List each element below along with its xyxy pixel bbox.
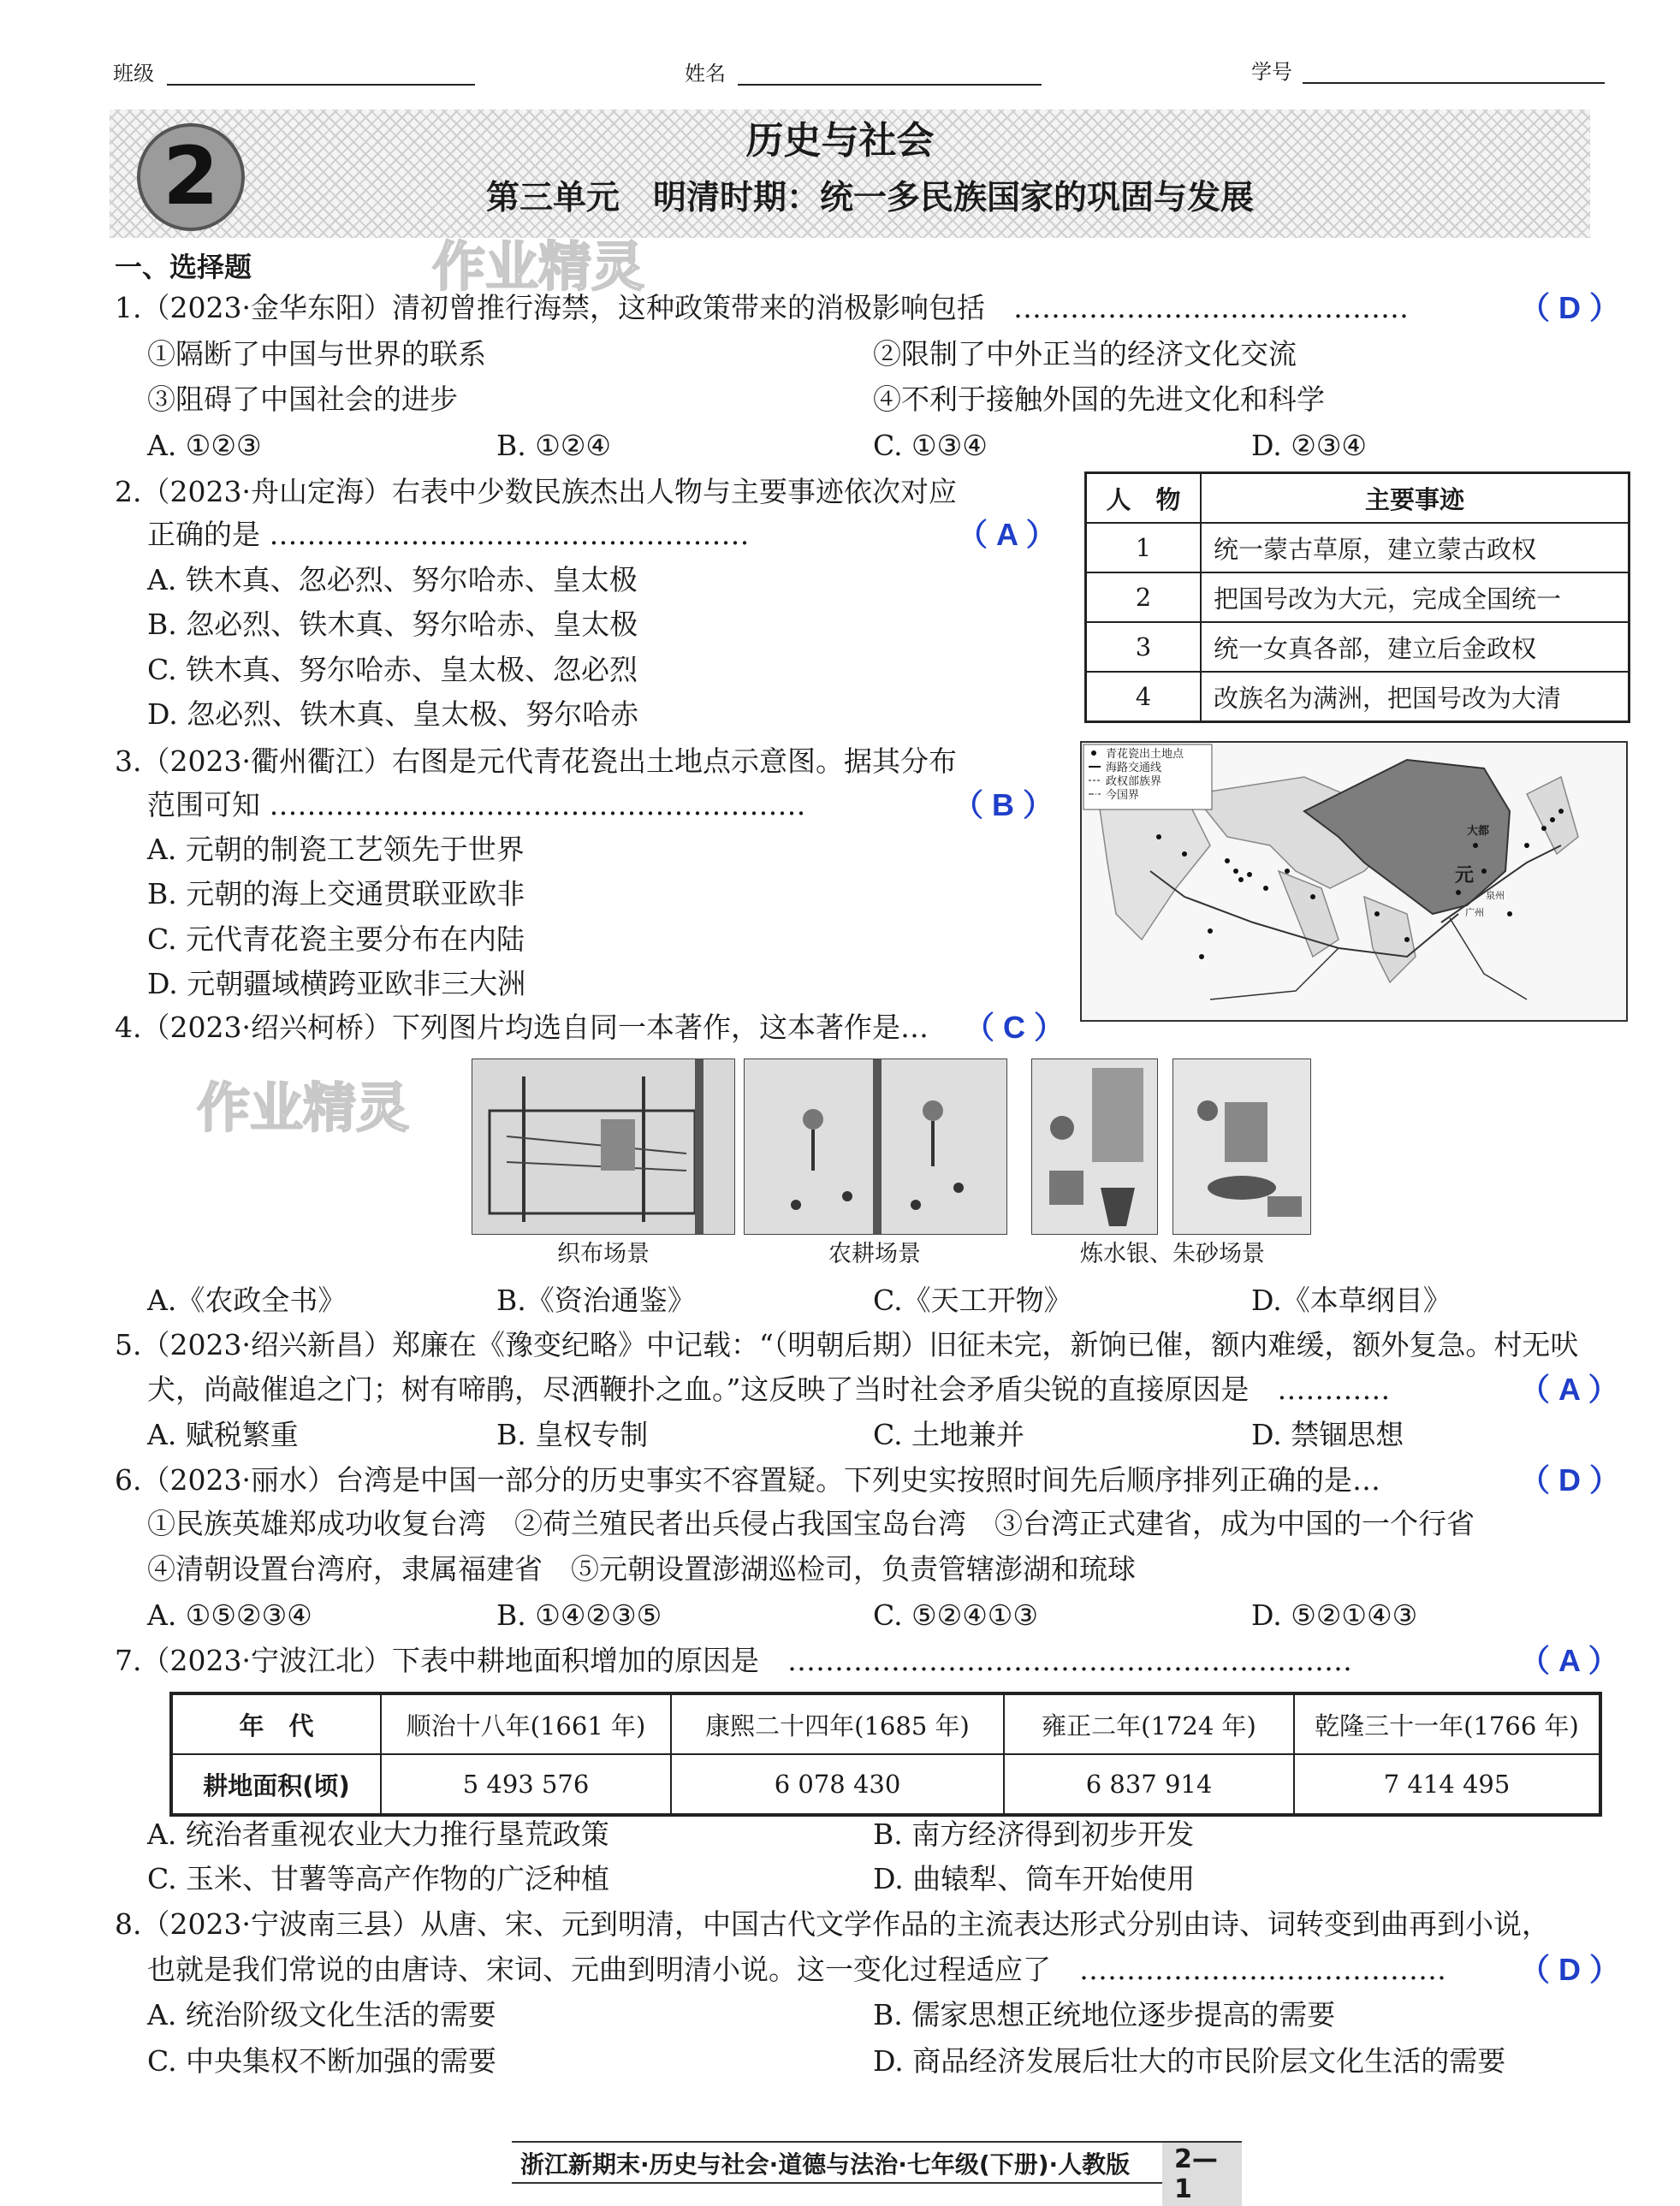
q6-option-a[interactable]: A. ①⑤②③④ (147, 1598, 312, 1632)
table-header: 康熙二十四年(1685 年) (671, 1693, 1004, 1754)
unit-badge-number: 2 (163, 130, 219, 223)
farming-drawing (745, 1059, 1006, 1234)
table-row (1086, 473, 1630, 524)
q1-statement: ②限制了中外正当的经济文化交流 (873, 337, 1297, 371)
weaving-drawing (472, 1059, 734, 1234)
map-graphic (1082, 743, 1626, 1020)
q6-option-b[interactable]: B. ①④②③⑤ (496, 1598, 662, 1632)
map-legend-national-border: 今国界 (1106, 789, 1140, 802)
q3-answer: （ B ） (953, 787, 1054, 822)
mercury-refining-illustration (1031, 1059, 1158, 1235)
q2-table (1084, 471, 1630, 723)
q3-option-a[interactable]: A. 元朝的制瓷工艺领先于世界 (147, 833, 525, 866)
q5-option-c[interactable]: C. 土地兼并 (873, 1418, 1025, 1451)
table-cell: 2 (1086, 572, 1202, 622)
q4-answer: （ C ） (964, 1010, 1066, 1045)
table-cell: 改族名为满洲，把国号改为大清 (1201, 672, 1630, 722)
table-cell: 统一蒙古草原，建立蒙古政权 (1201, 523, 1630, 572)
q2-stem: 2.（2023·舟山定海）右表中少数民族杰出人物与主要事迹依次对应 (115, 475, 957, 508)
q8-option-d[interactable]: D. 商品经济发展后壮大的市民阶层文化生活的需要 (873, 2044, 1506, 2078)
map-legend-border: 政权部族界 (1106, 775, 1162, 788)
q1-statement: ①隔断了中国与世界的联系 (147, 337, 486, 371)
q7-option-b[interactable]: B. 南方经济得到初步开发 (873, 1818, 1195, 1851)
page-title: 历史与社会 (745, 119, 935, 163)
table-cell: 1 (1086, 523, 1202, 572)
q2-option-a[interactable]: A. 铁木真、忽必烈、努尔哈赤、皇太极 (147, 563, 638, 596)
caption-farming: 农耕场景 (828, 1241, 921, 1267)
q7-stem: 7.（2023·宁波江北）下表中耕地面积增加的原因是 …………………………………………………… (115, 1644, 1352, 1677)
q7-answer: （ A ） (1519, 1643, 1619, 1678)
q8-option-a[interactable]: A. 统治阶级文化生活的需要 (147, 1998, 496, 2031)
q4-stem: 4.（2023·绍兴柯桥）下列图片均选自同一本著作，这本著作是… (115, 1011, 929, 1044)
q1-option-c[interactable]: C. ①③④ (873, 429, 988, 462)
q6-answer: （ D ） (1519, 1462, 1621, 1497)
q1-stem: 1.（2023·金华东阳）清初曾推行海禁，这种政策带来的消极影响包括 …………………………………… (115, 291, 1409, 324)
farming-illustration (744, 1059, 1007, 1235)
class-blank[interactable] (167, 84, 475, 86)
table-cell: 5 493 576 (381, 1754, 671, 1815)
q4-option-b[interactable]: B.《资治通鉴》 (496, 1284, 696, 1317)
table-row (1086, 622, 1630, 672)
q5-answer: （ A ） (1519, 1372, 1619, 1407)
watermark: 作业精灵 (432, 235, 645, 298)
q4-option-a[interactable]: A.《农政全书》 (147, 1284, 347, 1317)
name-blank[interactable] (738, 84, 1042, 86)
q1-answer: （ D ） (1519, 290, 1621, 325)
table-header: 雍正二年(1724 年) (1004, 1693, 1294, 1754)
q7-table (169, 1692, 1602, 1817)
map-label-dadu: 大都 (1467, 825, 1490, 838)
q1-option-d[interactable]: D. ②③④ (1251, 429, 1368, 462)
table-header: 乾隆三十一年(1766 年) (1294, 1693, 1600, 1754)
caption-weaving: 织布场景 (557, 1241, 650, 1267)
q1-statement: ③阻碍了中国社会的进步 (147, 382, 458, 416)
map-legend-sea-route: 海路交通线 (1106, 762, 1162, 774)
section-heading: 一、选择题 (115, 251, 252, 283)
q6-option-d[interactable]: D. ⑤②①④③ (1251, 1598, 1418, 1632)
map-label-quanzhou: 泉州 (1486, 890, 1505, 901)
q3-option-d[interactable]: D. 元朝疆域横跨亚欧非三大洲 (147, 967, 526, 1000)
q5-option-b[interactable]: B. 皇权专制 (496, 1418, 649, 1451)
table-cell: 6 837 914 (1004, 1754, 1294, 1815)
q4-option-c[interactable]: C.《天工开物》 (873, 1284, 1072, 1317)
id-label: 学号 (1251, 60, 1292, 84)
weaving-illustration (472, 1059, 735, 1235)
map-legend-site: 青花瓷出土地点 (1106, 748, 1184, 761)
q6-statements-1: ①民族英雄郑成功收复台湾 ②荷兰殖民者出兵侵占我国宝岛台湾 ③台湾正式建省，成为中国的一个行省 (147, 1507, 1475, 1540)
footer-text: 浙江新期末·历史与社会·道德与法治·七年级(下册)·人教版 (520, 2150, 1131, 2179)
q8-stem-cont: 也就是我们常说的由唐诗、宋词、元曲到明清小说。这一变化过程适应了 ………………………………… (147, 1953, 1446, 1986)
q2-option-d[interactable]: D. 忽必烈、铁木真、皇太极、努尔哈赤 (147, 697, 639, 731)
q8-option-b[interactable]: B. 儒家思想正统地位逐步提高的需要 (873, 1998, 1336, 2031)
q7-option-c[interactable]: C. 玉米、甘薯等高产作物的广泛种植 (147, 1862, 610, 1895)
q4-option-d[interactable]: D.《本草纲目》 (1251, 1284, 1451, 1317)
page-number: 2—1 (1162, 2143, 1242, 2206)
q6-stem: 6.（2023·丽水）台湾是中国一部分的历史事实不容置疑。下列史实按照时间先后顺序排列正确的是… (115, 1463, 1380, 1497)
q6-statements-2: ④清朝设置台湾府，隶属福建省 ⑤元朝设置澎湖巡检司，负责管辖澎湖和琉球 (147, 1552, 1136, 1586)
q8-stem: 8.（2023·宁波南三县）从唐、宋、元到明清，中国古代文学作品的主流表达形式分别由诗、词转变到曲再到小说， (115, 1907, 1550, 1941)
q5-option-a[interactable]: A. 赋税繁重 (147, 1418, 299, 1451)
cinnabar-illustration (1172, 1059, 1311, 1235)
table-cell: 把国号改为大元，完成全国统一 (1201, 572, 1630, 622)
q2-stem-cont: 正确的是 …………………………………………… (147, 518, 750, 551)
id-blank[interactable] (1303, 82, 1605, 84)
table-row (1086, 672, 1630, 722)
q2-option-c[interactable]: C. 铁木真、努尔哈赤、皇太极、忽必烈 (147, 653, 638, 686)
q2-option-b[interactable]: B. 忽必烈、铁木真、努尔哈赤、皇太极 (147, 608, 638, 641)
q2-answer: （ A ） (957, 517, 1057, 552)
table-header: 主要事迹 (1201, 473, 1630, 524)
table-cell: 7 414 495 (1294, 1754, 1600, 1815)
q3-option-c[interactable]: C. 元代青花瓷主要分布在内陆 (147, 922, 525, 956)
table-row (1086, 572, 1630, 622)
q3-stem-cont: 范围可知 ………………………………………………… (147, 788, 806, 821)
cinnabar-drawing (1173, 1059, 1310, 1234)
table-cell: 3 (1086, 622, 1202, 672)
map-label-guangzhou: 广州 (1465, 907, 1484, 918)
q1-option-b[interactable]: B. ①②④ (496, 429, 611, 462)
table-cell: 4 (1086, 672, 1202, 722)
q8-option-c[interactable]: C. 中央集权不断加强的需要 (147, 2044, 497, 2078)
q3-option-b[interactable]: B. 元朝的海上交通贯联亚欧非 (147, 877, 525, 910)
table-cell: 6 078 430 (671, 1754, 1004, 1815)
q3-stem: 3.（2023·衢州衢江）右图是元代青花瓷出土地点示意图。据其分布 (115, 744, 957, 778)
q5-option-d[interactable]: D. 禁锢思想 (1251, 1418, 1404, 1451)
q7-option-d[interactable]: D. 曲辕犁、筒车开始使用 (873, 1862, 1196, 1895)
table-row (171, 1754, 1600, 1815)
table-row (1086, 523, 1630, 572)
caption-refining: 炼水银、朱砂场景 (1080, 1241, 1265, 1267)
table-header: 顺治十八年(1661 年) (381, 1693, 671, 1754)
table-row (171, 1693, 1600, 1754)
yuan-porcelain-map (1080, 741, 1628, 1022)
table-header: 耕地面积(顷) (171, 1754, 381, 1815)
table-header: 年 代 (171, 1693, 381, 1754)
q8-answer: （ D ） (1519, 1952, 1621, 1987)
q1-statement: ④不利于接触外国的先进文化和科学 (873, 382, 1325, 416)
footer (512, 2141, 1242, 2204)
q5-stem-cont: 犬，尚敲催追之门；树有啼鹃，尽洒鞭扑之血。”这反映了当时社会矛盾尖锐的直接原因是 ………… (147, 1373, 1391, 1406)
table-header: 人 物 (1086, 473, 1202, 524)
q5-stem: 5.（2023·绍兴新昌）郑廉在《豫变纪略》中记载：“（明朝后期）旧征未完，新饷已催，额内难缓，额外复急。村无吠 (115, 1328, 1579, 1361)
map-label-yuan: 元 (1455, 864, 1475, 887)
watermark: 作业精灵 (197, 1076, 410, 1139)
name-label: 姓名 (685, 62, 726, 86)
page-subtitle: 第三单元 明清时期：统一多民族国家的巩固与发展 (485, 179, 1254, 217)
mercury-drawing (1032, 1059, 1157, 1234)
class-label: 班级 (113, 62, 154, 86)
table-cell: 统一女真各部，建立后金政权 (1201, 622, 1630, 672)
q7-option-a[interactable]: A. 统治者重视农业大力推行垦荒政策 (147, 1818, 609, 1851)
q6-option-c[interactable]: C. ⑤②④①③ (873, 1598, 1038, 1632)
q1-option-a[interactable]: A. ①②③ (147, 429, 262, 462)
